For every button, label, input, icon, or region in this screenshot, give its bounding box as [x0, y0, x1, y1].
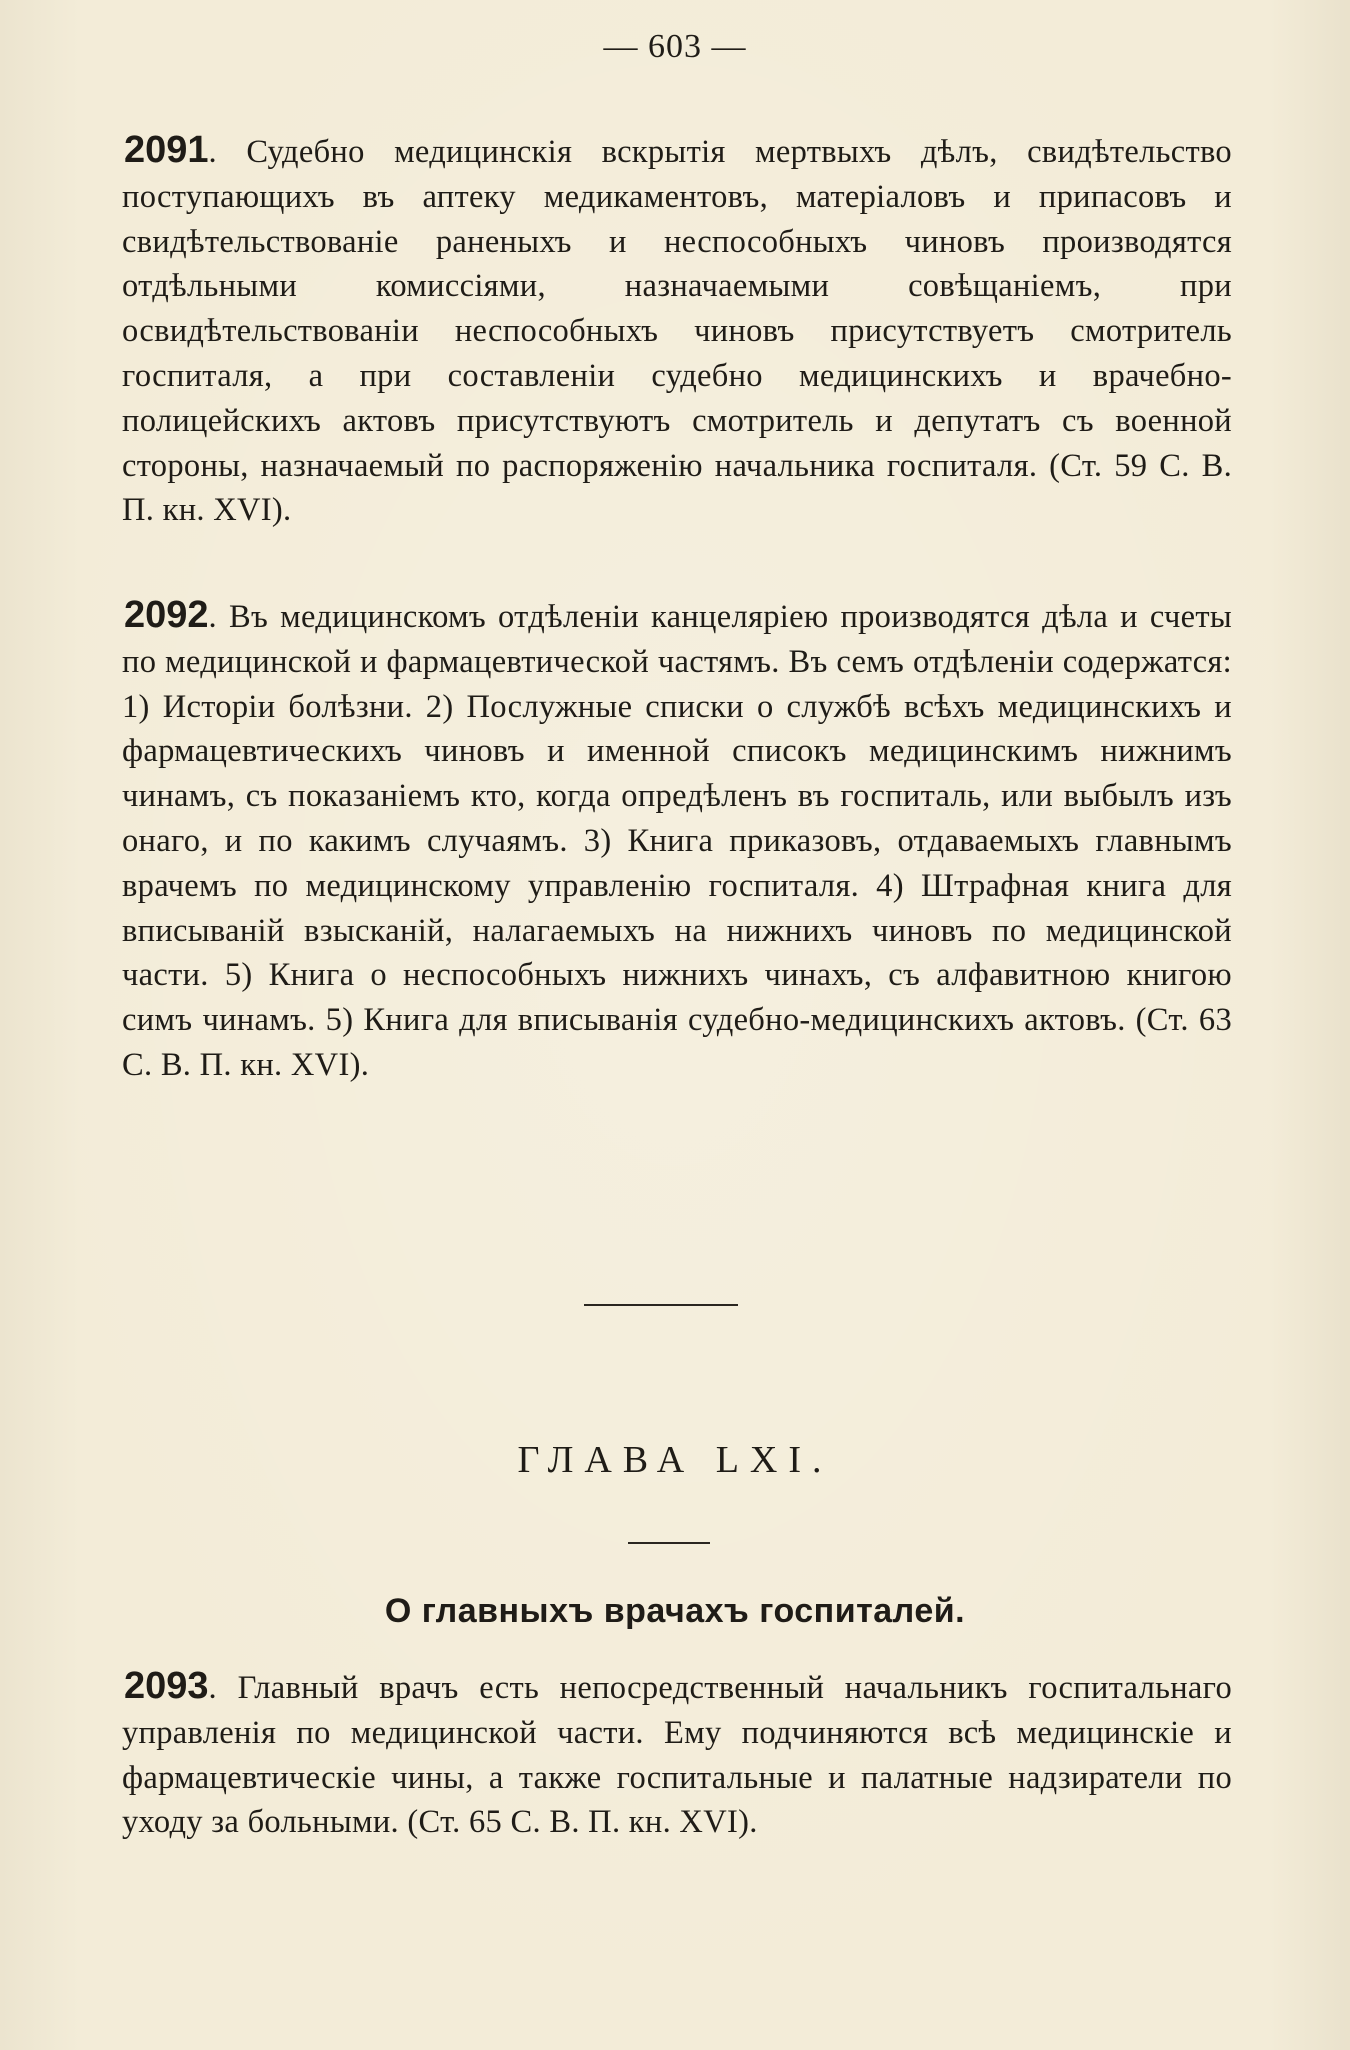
article-number: 2092 [124, 594, 209, 636]
article-2091 [122, 128, 1232, 533]
chapter-title: ГЛАВА LXI. [517, 1439, 833, 1481]
article-text: . Въ медицинскомъ отдѣленіи канцеляріею производятся дѣла и счеты по медицинской и фармацевтической частямъ. Въ семъ отдѣленіи содержатся: 1) Исторіи болѣзни. 2) Послужные списки о службѣ всѣхъ медицинскихъ и фармацевтическихъ чиновъ и именной списокъ медицинскимъ нижнимъ чинамъ, съ показаніемъ кто, когда опредѣленъ въ госпиталь, или выбылъ изъ онаго, и по какимъ случаямъ. 3) Книга приказовъ, отдаваемыхъ главнымъ врачемъ по медицинскому управленію госпиталя. 4) Штрафная книга для вписываній взысканій, налагаемыхъ на нижнихъ чиновъ по медицинской части. 5) Книга о неспособныхъ нижнихъ чинахъ, съ алфавитною книгою симъ чинамъ. 5) Книга для вписыванія судебно-медицинскихъ актовъ. (Ст. 63 С. В. П. кн. XVI). [122, 599, 1232, 1083]
article-number: 2093 [124, 1665, 209, 1707]
section-divider-bottom [628, 1542, 710, 1544]
section-divider-top [584, 1304, 738, 1306]
article-text: . Судебно медицинскія вскрытія мертвыхъ дѣлъ, свидѣтельство поступающихъ въ аптеку медикаментовъ, матеріаловъ и припасовъ и свидѣтельствованіе раненыхъ и неспособныхъ чиновъ производятся отдѣльными комиссіями, назначаемыми совѣщаніемъ, при освидѣтельствованіи неспособныхъ чиновъ присутствуетъ смотритель госпиталя, а при составленіи судебно медицинскихъ и врачебно-полицейскихъ актовъ присутствуютъ смотритель и депутатъ съ военной стороны, назначаемый по распоряженію начальника госпиталя. (Ст. 59 С. В. П. кн. XVI). [122, 134, 1232, 529]
article-text: . Главный врачъ есть непосредственный начальникъ госпитальнаго управленія по медицинской части. Ему подчиняются всѣ медицинскіе и фармацевтическіе чины, а также госпитальные и палатные надзиратели по уходу за больными. (Ст. 65 С. В. П. кн. XVI). [122, 1670, 1232, 1841]
article-2093 [122, 1664, 1232, 1845]
article-2092 [122, 593, 1232, 1088]
chapter-subtitle: О главныхъ врачахъ госпиталей. [384, 1592, 966, 1630]
article-number: 2091 [124, 129, 209, 171]
page-number: — 603 — [603, 28, 747, 65]
